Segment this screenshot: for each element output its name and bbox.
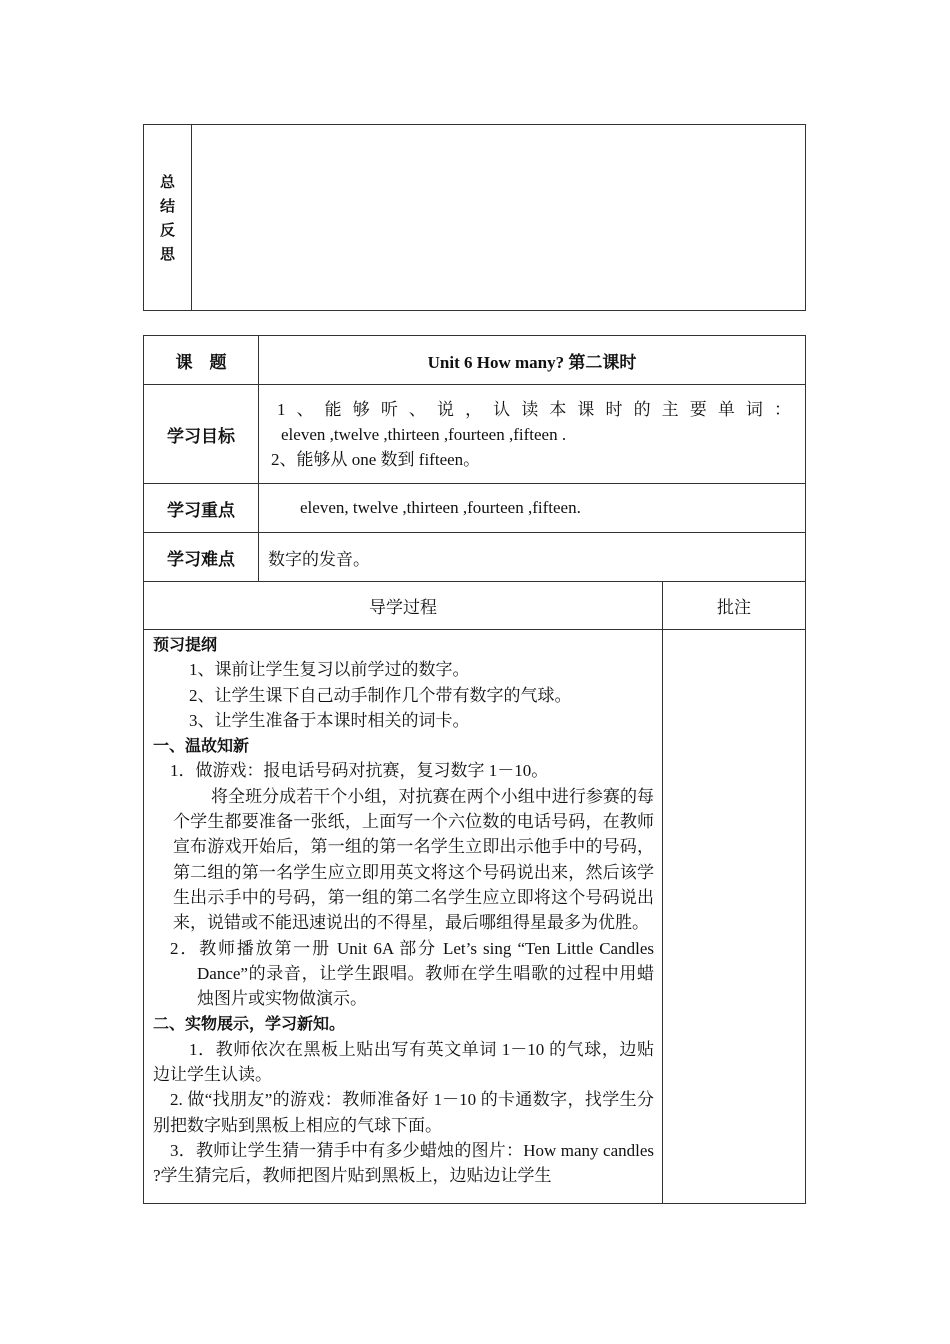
topic-row xyxy=(144,336,806,385)
summary-label-char: 思 xyxy=(159,244,175,263)
section-title-review: 一、温故知新 xyxy=(153,736,250,756)
summary-content xyxy=(192,125,806,311)
summary-label-char: 结 xyxy=(159,196,175,215)
difficulty-row xyxy=(144,533,806,582)
process-body-row xyxy=(144,630,806,1204)
goals-content xyxy=(259,385,806,484)
summary-table xyxy=(143,124,806,311)
new-item: 1．教师依次在黑板上贴出写有英文单词 1－10 的气球，边贴边让学生认读。 xyxy=(153,1039,654,1085)
review-item: 2．教师播放第一册 Unit 6A 部分 Let’s sing “Ten Little Candles Dance”的录音，让学生跟唱。教师在学生唱歌的过程中用蜡烛图片或实物做演示。 xyxy=(170,938,654,1009)
key-points-label: 学习重点 xyxy=(144,484,259,533)
section-title-new: 二、实物展示，学习新知。 xyxy=(153,1014,346,1034)
difficulty-label: 学习难点 xyxy=(144,533,259,582)
goals-row xyxy=(144,385,806,484)
key-points-value: eleven, twelve ,thirteen ,fourteen ,fifteen. xyxy=(259,484,806,533)
review-item-detail: 将全班分成若干个小组，对抗赛在两个小组中进行参赛的每个学生都要准备一张纸，上面写一个六位数的电话号码，在教师宣布游戏开始后，第一组的第一名学生立即出示他手中的号码，第二组的第一名学生应立即用英文将这个号码说出来，然后该学生出示手中的号码，第一组的第二名学生应立即将这个号码说出来，说错或不能迅速说出的不得星，最后哪组得星最多为优胜。 xyxy=(173,786,654,933)
new-item: 3．教师让学生猜一猜手中有多少蜡烛的图片：How many candles ?学生猜完后，教师把图片贴到黑板上，边贴边让学生 xyxy=(153,1140,654,1186)
notes-content xyxy=(663,630,806,1204)
notes-header: 批注 xyxy=(663,582,806,630)
goal-line: 1、能够听、说，认读本课时的主要单词： xyxy=(277,399,792,419)
review-item: 1．做游戏：报电话号码对抗赛，复习数字 1－10。 xyxy=(170,761,549,781)
summary-label-char: 反 xyxy=(159,220,175,239)
summary-label-char: 总 xyxy=(159,172,175,191)
preview-item: 3、让学生准备于本课时相关的词卡。 xyxy=(189,710,470,730)
summary-label xyxy=(144,125,192,311)
topic-label: 课 题 xyxy=(144,336,259,385)
new-item: 2. 做“找朋友”的游戏：教师准备好 1－10 的卡通数字，找学生分别把数字贴到黑板上相应的气球下面。 xyxy=(153,1090,654,1135)
process-header: 导学过程 xyxy=(144,582,663,630)
lesson-table xyxy=(143,335,806,1204)
key-points-row xyxy=(144,484,806,533)
topic-value: Unit 6 How many? 第二课时 xyxy=(259,336,806,385)
difficulty-value: 数字的发音。 xyxy=(259,533,806,582)
process-content xyxy=(144,630,663,1204)
preview-item: 2、让学生课下自己动手制作几个带有数字的气球。 xyxy=(189,685,572,705)
goal-line: 2、能够从 one 数到 fifteen。 xyxy=(271,449,481,469)
preview-item: 1、课前让学生复习以前学过的数字。 xyxy=(189,660,470,680)
goal-line: eleven ,twelve ,thirteen ,fourteen ,fifteen . xyxy=(281,424,567,444)
preview-title: 预习提纲 xyxy=(153,635,218,654)
process-header-row xyxy=(144,582,806,630)
goals-label: 学习目标 xyxy=(144,385,259,484)
